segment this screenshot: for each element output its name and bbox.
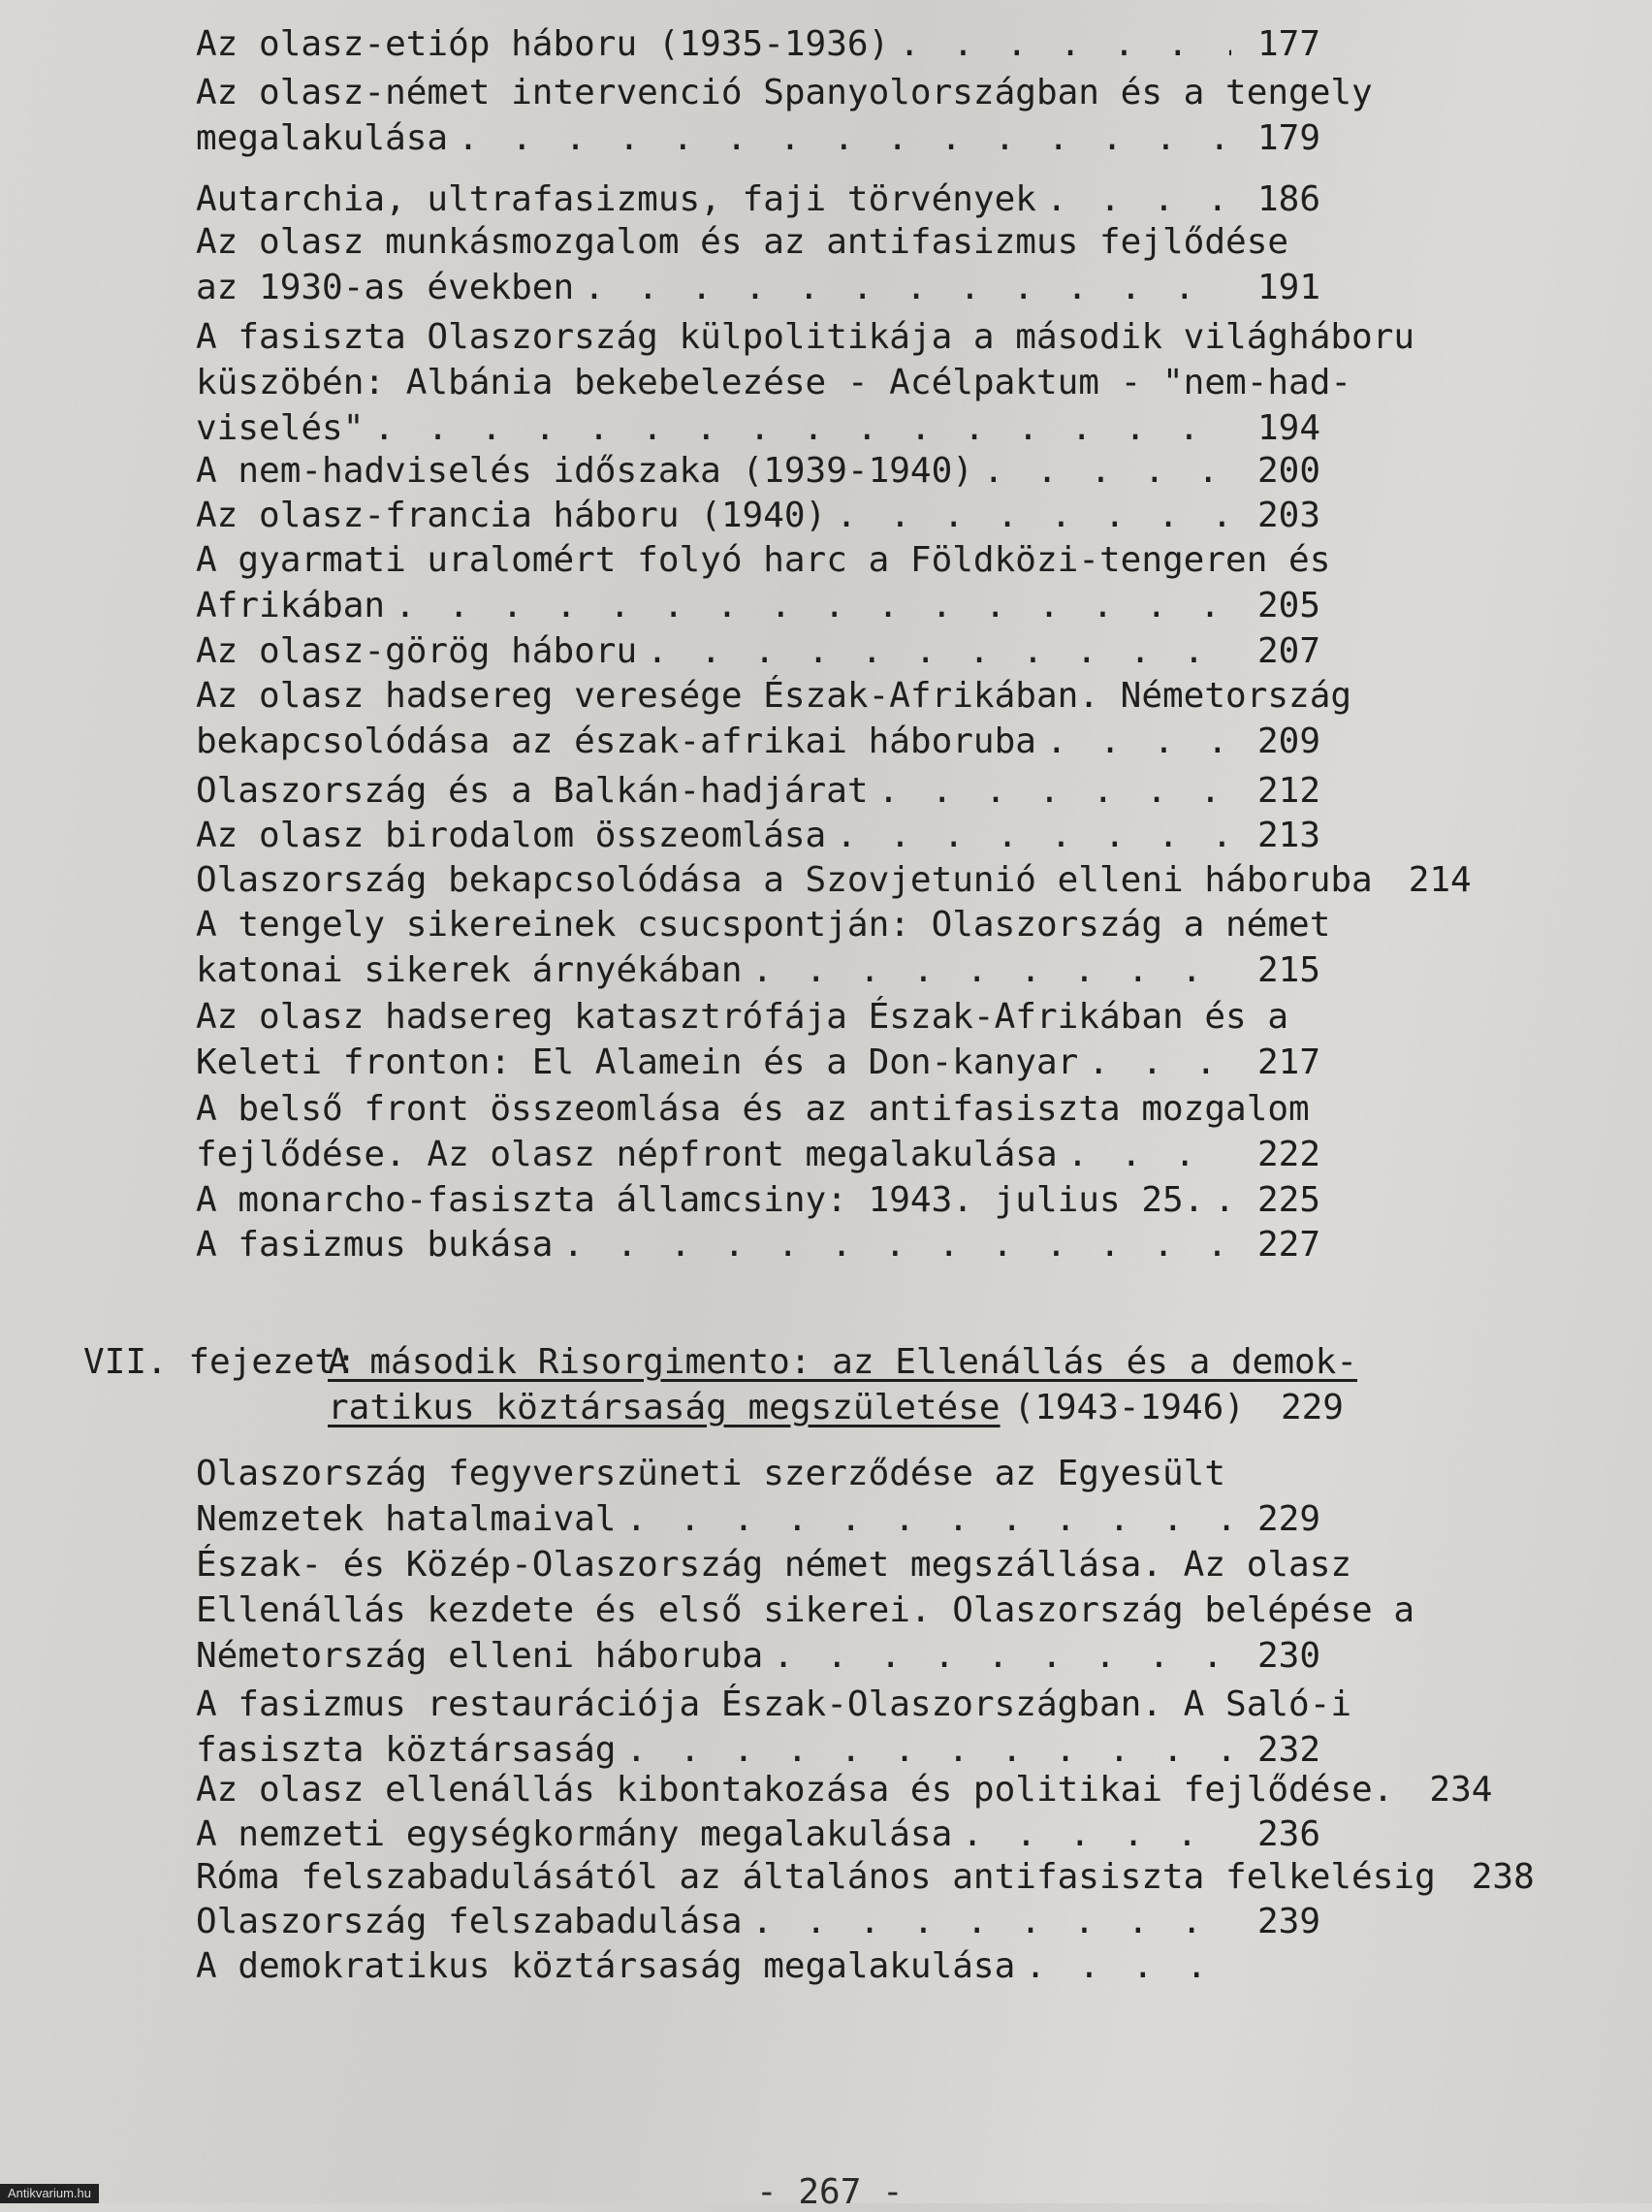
dot-leader bbox=[1067, 1132, 1231, 1177]
toc-page-number: 191 bbox=[1256, 268, 1320, 307]
toc-entry[interactable] bbox=[196, 493, 1320, 538]
toc-entry-line bbox=[196, 1682, 1352, 1727]
toc-entry-line bbox=[196, 1811, 1320, 1857]
toc-entry-line bbox=[196, 115, 1320, 161]
toc-page-number: 239 bbox=[1256, 1902, 1320, 1941]
toc-entry-text: Észak- és Közép-Olaszország német megszállása. Az olasz bbox=[196, 1545, 1352, 1585]
toc-entry-line bbox=[196, 537, 1331, 583]
toc-entry-line bbox=[196, 360, 1352, 405]
toc-entry-line bbox=[196, 1177, 1320, 1223]
toc-page-number: 222 bbox=[1256, 1135, 1320, 1174]
dot-leader bbox=[836, 813, 1231, 858]
toc-entry-line bbox=[196, 1943, 1320, 1989]
chapter-years: (1943-1946) bbox=[1013, 1388, 1245, 1427]
dot-leader bbox=[773, 1633, 1231, 1679]
toc-entry-text: Az olasz munkásmozgalom és az antifasizmus fejlődése bbox=[196, 222, 1289, 262]
toc-entry[interactable] bbox=[196, 70, 1373, 161]
toc-entry-line bbox=[196, 448, 1320, 494]
toc-entry-text: fejlődése. Az olasz népfront megalakulása bbox=[196, 1135, 1058, 1174]
toc-entry-line bbox=[196, 1899, 1320, 1944]
dot-leader bbox=[1025, 1943, 1231, 1989]
toc-page-number: 229 bbox=[1256, 1499, 1320, 1539]
dot-leader bbox=[752, 1899, 1231, 1944]
toc-entry[interactable] bbox=[196, 537, 1331, 628]
toc-page-number: 207 bbox=[1256, 631, 1320, 671]
toc-entry-text: A belső front összeomlása és az antifasiszta mozgalom bbox=[196, 1089, 1310, 1129]
toc-entry[interactable] bbox=[196, 1899, 1320, 1944]
chapter-title-line: ratikus köztársaság megszületése bbox=[328, 1388, 1001, 1427]
toc-entry-line bbox=[196, 583, 1320, 628]
toc-entry[interactable] bbox=[196, 1767, 1493, 1812]
toc-entry[interactable] bbox=[196, 1542, 1415, 1679]
toc-entry-text: A nemzeti egységkormány megalakulása bbox=[196, 1814, 953, 1854]
toc-entry-line bbox=[196, 857, 1472, 903]
toc-entry-text: Róma felszabadulásától az általános antifasiszta felkelésig bbox=[196, 1857, 1436, 1897]
chapter-title-line: A második Risorgimento: az Ellenállás és a demok- bbox=[328, 1342, 1358, 1382]
toc-entry-line bbox=[196, 994, 1320, 1040]
toc-entry-text: A fasiszta Olaszország külpolitikája a második világháboru bbox=[196, 317, 1415, 357]
dot-leader bbox=[1046, 719, 1231, 764]
toc-entry-line bbox=[196, 1222, 1320, 1267]
toc-entry[interactable] bbox=[196, 857, 1472, 903]
toc-page-number: 194 bbox=[1256, 408, 1320, 448]
toc-entry-line bbox=[196, 628, 1320, 674]
toc-page-number: 229 bbox=[1280, 1388, 1344, 1427]
toc-entry[interactable] bbox=[196, 673, 1352, 764]
toc-entry-text: Az olasz-német intervenció Spanyolországban és a tengely bbox=[196, 73, 1373, 112]
toc-entry-text: küszöbén: Albánia bekebelezése - Acélpaktum - "nem-had- bbox=[196, 363, 1352, 402]
dot-leader bbox=[899, 21, 1231, 67]
toc-entry-line bbox=[196, 1040, 1320, 1085]
toc-entry-line bbox=[196, 21, 1320, 67]
toc-page-number: 234 bbox=[1429, 1770, 1493, 1810]
toc-entry-text: Az olasz ellenállás kibontakozása és politikai fejlődése. bbox=[196, 1770, 1394, 1810]
dot-leader bbox=[878, 768, 1231, 814]
toc-entry[interactable] bbox=[196, 176, 1320, 222]
toc-entry-text: Az olasz-francia háboru (1940) bbox=[196, 496, 827, 535]
toc-entry-line bbox=[196, 314, 1415, 360]
toc-entry-text: fasiszta köztársaság bbox=[196, 1730, 617, 1770]
toc-page-number: 177 bbox=[1256, 24, 1320, 64]
toc-entry[interactable] bbox=[196, 1854, 1535, 1900]
toc-entry-text: Az olasz hadsereg veresége Észak-Afrikában. Németország bbox=[196, 676, 1352, 716]
dot-leader bbox=[373, 405, 1231, 451]
toc-page-number: 186 bbox=[1256, 179, 1320, 219]
toc-entry-line bbox=[196, 719, 1320, 764]
dot-leader bbox=[562, 1222, 1231, 1267]
toc-page-number: 213 bbox=[1256, 816, 1320, 855]
dot-leader bbox=[584, 265, 1231, 310]
toc-page-number: 215 bbox=[1256, 950, 1320, 990]
toc-entry[interactable] bbox=[196, 1811, 1320, 1857]
toc-entry[interactable] bbox=[196, 994, 1320, 1085]
toc-entry-line bbox=[196, 1633, 1320, 1679]
toc-entry-line bbox=[196, 1086, 1320, 1132]
toc-entry-line bbox=[196, 902, 1331, 947]
toc-entry[interactable] bbox=[196, 813, 1320, 858]
toc-entry-line bbox=[196, 70, 1373, 115]
dot-leader bbox=[625, 1496, 1231, 1542]
page-number: - 267 - bbox=[756, 2172, 904, 2212]
toc-entry-text: A monarcho-fasiszta államcsiny: 1943. julius 25. bbox=[196, 1180, 1205, 1220]
toc-entry-text: Az olasz birodalom összeomlása bbox=[196, 816, 827, 855]
toc-page-number: 217 bbox=[1256, 1042, 1320, 1082]
toc-entry[interactable] bbox=[196, 448, 1320, 494]
toc-entry-text: A gyarmati uralomért folyó harc a Földközi-tengeren és bbox=[196, 540, 1331, 580]
toc-page-number: 214 bbox=[1408, 860, 1472, 900]
dot-leader bbox=[458, 115, 1231, 161]
dot-leader bbox=[1046, 176, 1231, 222]
toc-entry-line bbox=[196, 1727, 1320, 1773]
toc-entry-text: Olaszország felszabadulása bbox=[196, 1902, 743, 1941]
toc-entry-line bbox=[196, 813, 1320, 858]
dot-leader bbox=[962, 1811, 1231, 1857]
toc-entry-text: Keleti fronton: El Alamein és a Don-kanyar bbox=[196, 1042, 1079, 1082]
toc-page-number: 179 bbox=[1256, 118, 1320, 158]
dot-leader bbox=[752, 947, 1231, 993]
toc-entry-text: katonai sikerek árnyékában bbox=[196, 950, 743, 990]
toc-entry-line bbox=[196, 1767, 1493, 1812]
toc-entry-text: A fasizmus bukása bbox=[196, 1225, 554, 1265]
toc-entry-line bbox=[196, 768, 1320, 814]
toc-entry-line bbox=[196, 1451, 1320, 1496]
toc-entry[interactable] bbox=[196, 1682, 1352, 1773]
toc-entry[interactable] bbox=[196, 219, 1320, 310]
chapter-title bbox=[328, 1339, 1358, 1430]
toc-page-number: 205 bbox=[1256, 586, 1320, 625]
toc-page-number: 212 bbox=[1256, 771, 1320, 811]
toc-entry-text: Az olasz-görög háboru bbox=[196, 631, 638, 671]
toc-entry[interactable] bbox=[196, 21, 1320, 67]
toc-entry-text: az 1930-as években bbox=[196, 268, 575, 307]
dot-leader bbox=[1214, 1177, 1231, 1223]
toc-entry-line bbox=[196, 947, 1320, 993]
toc-entry-text: Autarchia, ultrafasizmus, faji törvények bbox=[196, 179, 1036, 219]
toc-entry-text: Németország elleni háboruba bbox=[196, 1636, 764, 1676]
toc-entry[interactable] bbox=[196, 768, 1320, 814]
toc-entry-text: Olaszország fegyverszüneti szerződése az Egyesült bbox=[196, 1454, 1226, 1493]
toc-entry-line bbox=[196, 265, 1320, 310]
dot-leader bbox=[1088, 1040, 1231, 1085]
toc-entry-text: Afrikában bbox=[196, 586, 386, 625]
toc-entry-line bbox=[196, 1542, 1352, 1587]
toc-page-number: 230 bbox=[1256, 1636, 1320, 1676]
toc-entry-text: A nem-hadviselés időszaka (1939-1940) bbox=[196, 451, 973, 491]
toc-entry-line bbox=[196, 176, 1320, 222]
toc-entry-text: megalakulása bbox=[196, 118, 449, 158]
toc-entry-line bbox=[196, 673, 1352, 719]
toc-entry[interactable] bbox=[196, 1177, 1320, 1223]
toc-entry-line bbox=[196, 405, 1320, 451]
toc-entry-text: Olaszország bekapcsolódása a Szovjetunió elleni háboruba bbox=[196, 860, 1373, 900]
toc-entry-text: A tengely sikereinek csucspontján: Olaszország a német bbox=[196, 905, 1331, 945]
toc-entry-text: Az olasz-etióp háboru (1935-1936) bbox=[196, 24, 890, 64]
toc-entry[interactable] bbox=[196, 314, 1415, 451]
toc-entry-line bbox=[196, 1854, 1535, 1900]
toc-entry-text: Az olasz hadsereg katasztrófája Észak-Afrikában és a bbox=[196, 997, 1289, 1037]
toc-page-number: 238 bbox=[1471, 1857, 1535, 1897]
toc-entry[interactable] bbox=[196, 902, 1331, 993]
toc-entry-text: Olaszország és a Balkán-hadjárat bbox=[196, 771, 869, 811]
toc-entry-line bbox=[196, 219, 1320, 265]
toc-entry-text: Ellenállás kezdete és első sikerei. Olaszország belépése a bbox=[196, 1590, 1415, 1630]
toc-entry[interactable] bbox=[196, 1086, 1320, 1177]
toc-page-number: 236 bbox=[1256, 1814, 1320, 1854]
toc-entry-text: bekapcsolódása az észak-afrikai háboruba bbox=[196, 721, 1036, 761]
toc-page-number: 232 bbox=[1256, 1730, 1320, 1770]
toc-entry-text: A fasizmus restaurációja Észak-Olaszországban. A Saló-i bbox=[196, 1684, 1352, 1724]
toc-entry[interactable] bbox=[196, 1222, 1320, 1267]
toc-entry-line bbox=[196, 1587, 1415, 1633]
toc-entry-text: A demokratikus köztársaság megalakulása bbox=[196, 1946, 1016, 1986]
toc-entry-line bbox=[196, 1496, 1320, 1542]
toc-page-number: 203 bbox=[1256, 496, 1320, 535]
toc-entry-line bbox=[196, 1132, 1320, 1177]
toc-page-number: 227 bbox=[1256, 1225, 1320, 1265]
toc-page-number: 209 bbox=[1256, 721, 1320, 761]
dot-leader bbox=[395, 583, 1231, 628]
toc-entry-text: Nemzetek hatalmaival bbox=[196, 1499, 617, 1539]
toc-entry-text: viselés" bbox=[196, 408, 365, 448]
dot-leader bbox=[625, 1727, 1231, 1773]
toc-entry-line bbox=[196, 493, 1320, 538]
dot-leader bbox=[836, 493, 1231, 538]
dot-leader bbox=[647, 628, 1231, 674]
toc-entry[interactable] bbox=[196, 628, 1320, 674]
toc-entry[interactable] bbox=[196, 1943, 1320, 1989]
toc-entry[interactable] bbox=[196, 1451, 1320, 1542]
watermark: Antikvarium.hu bbox=[0, 2184, 99, 2203]
dot-leader bbox=[983, 448, 1231, 494]
toc-page-number: 225 bbox=[1256, 1180, 1320, 1220]
chapter-label: VII. fejezet: bbox=[83, 1342, 357, 1382]
toc-page-number: 200 bbox=[1256, 451, 1320, 491]
